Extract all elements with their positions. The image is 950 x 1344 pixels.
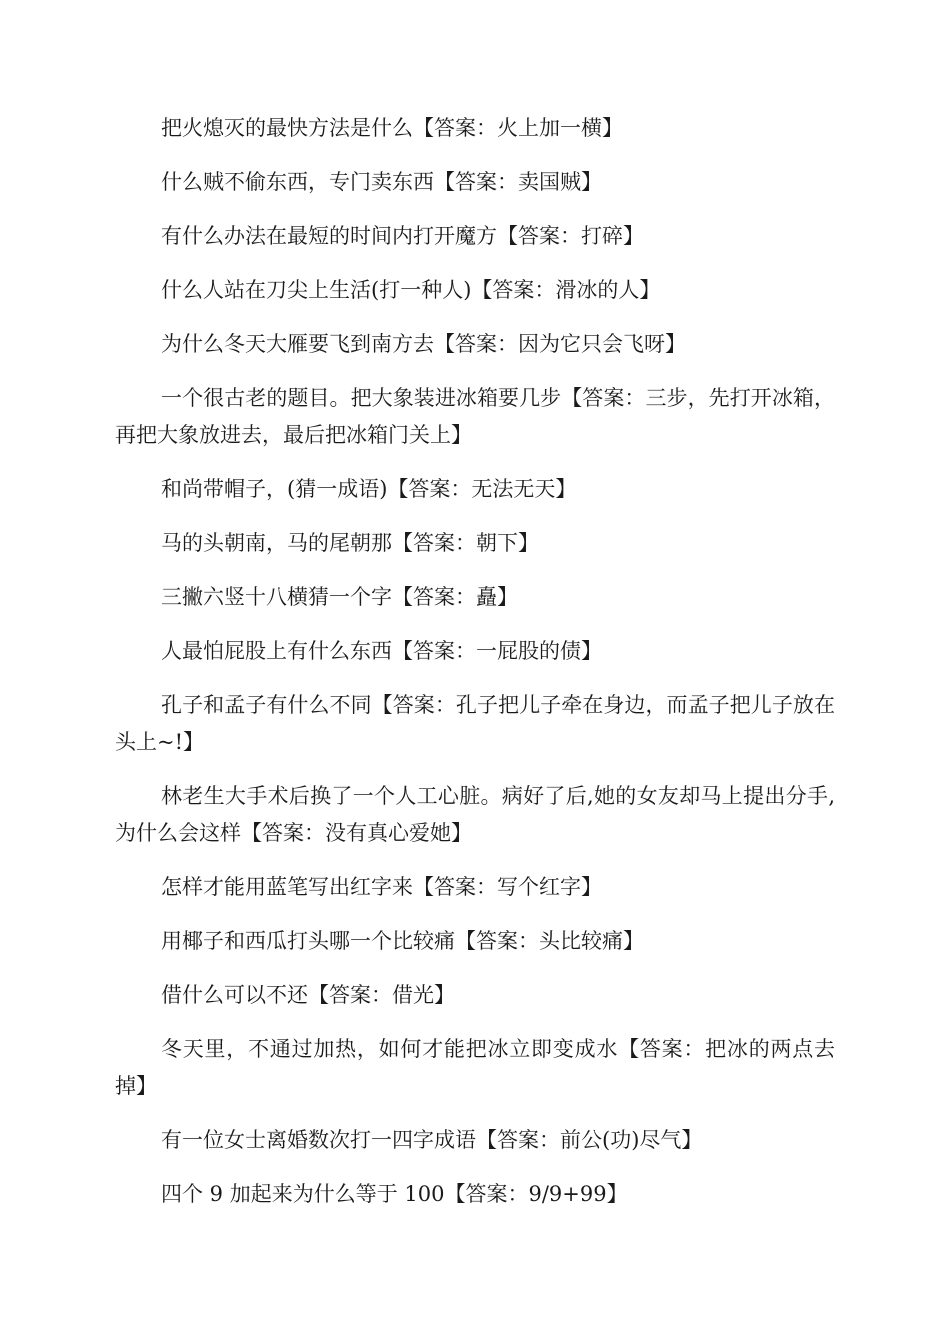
riddle-paragraph: 什么贼不偷东西，专门卖东西【答案：卖国贼】 (161, 170, 602, 194)
riddle-paragraph: 林老生大手术后换了一个人工心脏。病好了后,她的女友却马上提出分手,为什么会这样【答案：没有真心爱她】 (115, 784, 835, 845)
riddle-paragraph: 把火熄灭的最快方法是什么【答案：火上加一横】 (161, 116, 623, 140)
riddle-paragraph: 为什么冬天大雁要飞到南方去【答案：因为它只会飞呀】 (161, 332, 686, 356)
riddle-paragraph: 冬天里，不通过加热，如何才能把冰立即变成水【答案：把冰的两点去掉】 (115, 1037, 835, 1098)
riddle-paragraph: 一个很古老的题目。把大象装进冰箱要几步【答案：三步，先打开冰箱，再把大象放进去，最后把冰箱门关上】 (115, 386, 835, 447)
riddle-paragraph: 有什么办法在最短的时间内打开魔方【答案：打碎】 (161, 224, 644, 248)
riddle-paragraph: 和尚带帽子，(猜一成语)【答案：无法无天】 (161, 477, 577, 501)
riddle-paragraph: 马的头朝南，马的尾朝那【答案：朝下】 (161, 531, 539, 555)
riddle-paragraph: 借什么可以不还【答案：借光】 (161, 983, 455, 1007)
riddle-paragraph: 孔子和孟子有什么不同【答案：孔子把儿子牵在身边，而孟子把儿子放在头上~!】 (115, 693, 835, 754)
riddle-paragraph: 怎样才能用蓝笔写出红字来【答案：写个红字】 (161, 875, 602, 899)
riddle-paragraph: 什么人站在刀尖上生活(打一种人)【答案：滑冰的人】 (161, 278, 661, 302)
riddle-paragraph: 有一位女士离婚数次打一四字成语【答案：前公(功)尽气】 (161, 1128, 703, 1152)
riddle-paragraph: 用椰子和西瓜打头哪一个比较痛【答案：头比较痛】 (161, 929, 644, 953)
riddle-paragraph: 三撇六竖十八横猜一个字【答案：矗】 (161, 585, 518, 609)
riddle-list (115, 110, 835, 1230)
riddle-paragraph: 四个 9 加起来为什么等于 100【答案：9/9+99】 (161, 1182, 628, 1206)
riddle-paragraph: 人最怕屁股上有什么东西【答案：一屁股的债】 (161, 639, 602, 663)
